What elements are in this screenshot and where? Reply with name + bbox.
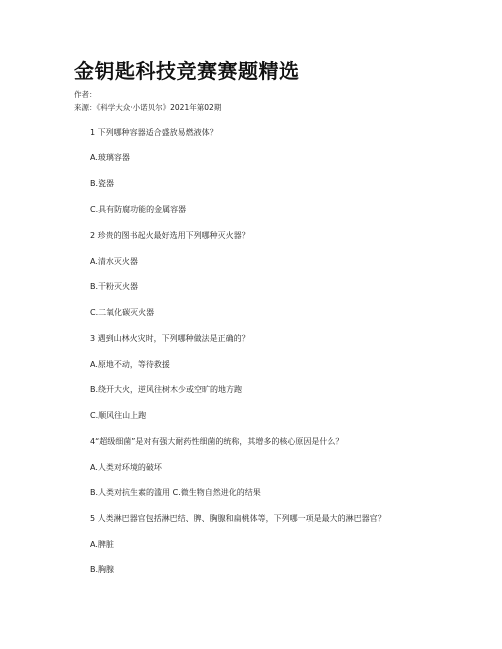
source-line: 来源：《科学大众·小诺贝尔》2021年第02期: [74, 103, 222, 112]
option-5a: A.脾脏: [90, 540, 114, 549]
question-5: 5 人类淋巴器官包括淋巴结、脾、胸腺和扁桃体等，下列哪一项是最大的淋巴器官？: [90, 514, 386, 523]
option-2a: A.清水灭火器: [90, 257, 138, 266]
question-2: 2 珍贵的图书起火最好选用下列哪种灭火器？: [90, 231, 250, 240]
option-1b: B.瓷器: [90, 179, 115, 188]
option-4a: A.人类对环境的破坏: [90, 463, 162, 472]
option-1c: C.具有防腐功能的金属容器: [90, 205, 187, 214]
option-4b-4c: B.人类对抗生素的滥用 C.微生物自然进化的结果: [90, 488, 261, 497]
option-3a: A.原地不动，等待救援: [90, 360, 170, 369]
option-3c: C.顺风往山上跑: [90, 411, 147, 420]
question-1: 1 下列哪种容器适合盛放易燃液体？: [90, 128, 218, 137]
question-3: 3 遇到山林火灾时，下列哪种做法是正确的？: [90, 334, 250, 343]
document-title: 金钥匙科技竞赛赛题精选: [74, 59, 300, 83]
option-3b: B.绕开大火，逆风往树木少或空旷的地方跑: [90, 385, 243, 394]
option-1a: A.玻璃容器: [90, 153, 130, 162]
question-4: 4“超级细菌”是对有强大耐药性细菌的统称，其增多的核心原因是什么？: [90, 437, 344, 446]
option-2b: B.干粉灭火器: [90, 282, 139, 291]
author-line: 作者：: [74, 90, 97, 99]
option-2c: C.二氧化碳灭火器: [90, 308, 155, 317]
option-5b: B.胸腺: [90, 565, 115, 574]
